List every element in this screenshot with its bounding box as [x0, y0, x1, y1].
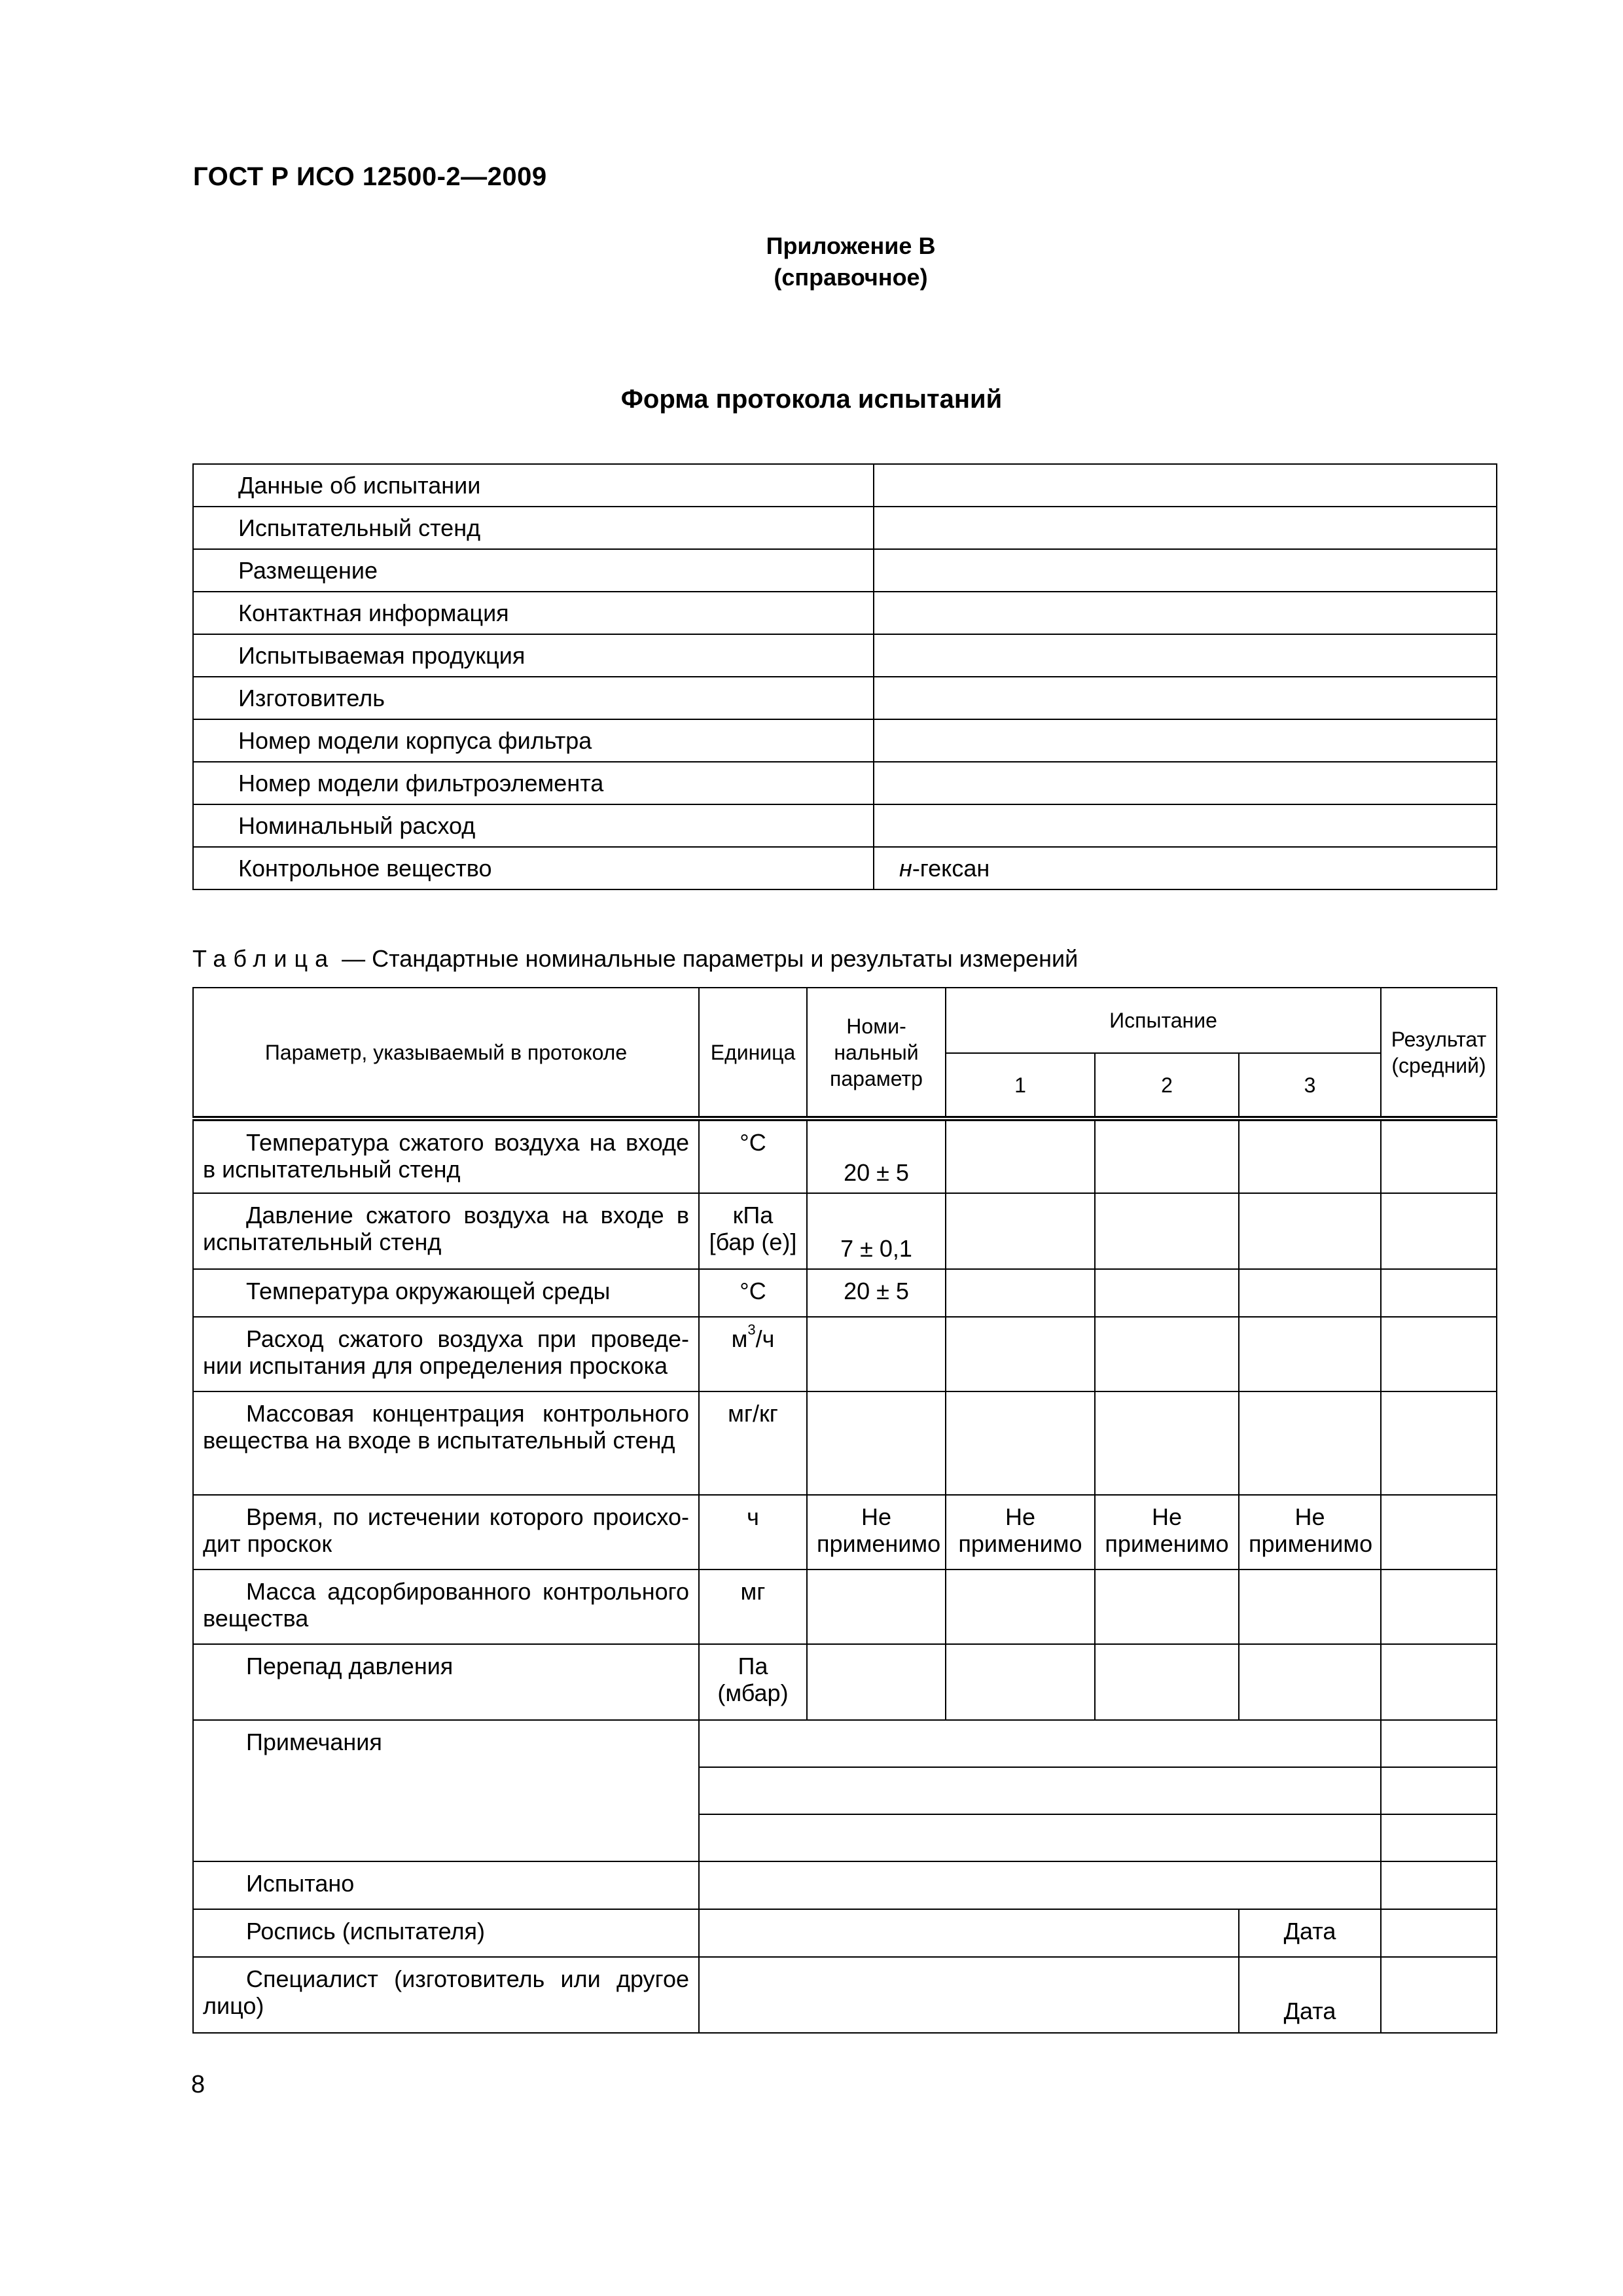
unit-cell: °С [699, 1269, 807, 1317]
appendix-type: (справочное) [774, 264, 928, 291]
signature-text: Роспись (испытателя) [246, 1918, 485, 1945]
header-result-line: Результат [1391, 1027, 1487, 1051]
test-1-cell[interactable] [946, 1570, 1095, 1644]
result-cell[interactable] [1381, 1317, 1497, 1391]
table-row [193, 1570, 1497, 1644]
tested-row [193, 1861, 1497, 1909]
param-cell [193, 1391, 699, 1495]
test-3-cell[interactable] [1239, 1269, 1381, 1317]
appendix-heading [654, 230, 1047, 293]
test-1-cell[interactable] [946, 1317, 1095, 1391]
tested-label [193, 1861, 699, 1909]
header-test-1: 1 [946, 1053, 1095, 1119]
info-label: Номинальный расход [193, 804, 874, 847]
remarks-line[interactable] [699, 1814, 1381, 1861]
nominal-cell: 20 ± 5 [807, 1119, 946, 1193]
param-cell [193, 1495, 699, 1570]
test-3-cell[interactable] [1239, 1644, 1381, 1720]
remarks-text: Примечания [246, 1729, 382, 1755]
info-label: Изготовитель [193, 677, 874, 719]
date-value[interactable] [1381, 1957, 1497, 2033]
table-row [193, 1495, 1497, 1570]
table-row [193, 1391, 1497, 1495]
header-nominal-line: Номи- [846, 1014, 906, 1038]
unit-line: Па [738, 1653, 768, 1679]
test-3-cell[interactable] [1239, 1391, 1381, 1495]
remarks-line[interactable] [699, 1720, 1381, 1767]
remarks-result-cell[interactable] [1381, 1767, 1497, 1814]
test-2-cell[interactable] [1095, 1317, 1239, 1391]
na-line: применимо [817, 1530, 941, 1557]
test-1-cell[interactable] [946, 1644, 1095, 1720]
nominal-cell [807, 1570, 946, 1644]
param-cell [193, 1193, 699, 1269]
info-value[interactable] [874, 677, 1497, 719]
nominal-cell: 20 ± 5 [807, 1269, 946, 1317]
specialist-value[interactable] [699, 1957, 1239, 2033]
param-cell [193, 1570, 699, 1644]
test-1-cell [946, 1495, 1095, 1570]
nominal-cell: 7 ± 0,1 [807, 1193, 946, 1269]
table-caption-word: Таблица [192, 945, 336, 972]
param-text: Температура окружающей среды [246, 1278, 611, 1304]
remarks-line[interactable] [699, 1767, 1381, 1814]
remarks-row [193, 1720, 1497, 1767]
info-row [193, 762, 1497, 804]
unit-cell [699, 1317, 807, 1391]
info-row [193, 847, 1497, 889]
unit-cell: мг [699, 1570, 807, 1644]
test-3-cell[interactable] [1239, 1570, 1381, 1644]
specialist-row [193, 1957, 1497, 2033]
info-value[interactable] [874, 592, 1497, 634]
na-line: Не [861, 1503, 892, 1530]
info-value[interactable] [874, 804, 1497, 847]
info-label: Контактная информация [193, 592, 874, 634]
test-3-cell[interactable] [1239, 1119, 1381, 1193]
form-title: Форма протокола испытаний [620, 385, 1003, 414]
info-row [193, 634, 1497, 677]
info-value-italic-prefix: н [899, 854, 912, 882]
nominal-cell [807, 1317, 946, 1391]
signature-value[interactable] [699, 1909, 1239, 1957]
unit-base: м [731, 1325, 748, 1352]
test-2-cell[interactable] [1095, 1119, 1239, 1193]
result-cell[interactable] [1381, 1391, 1497, 1495]
param-text: Температура сжатого воздуха на входе в испытательный стенд [203, 1129, 689, 1183]
na-line: Не [1005, 1503, 1036, 1530]
unit-cell: мг/кг [699, 1391, 807, 1495]
test-3-cell [1239, 1495, 1381, 1570]
info-value[interactable] [874, 464, 1497, 507]
test-3-cell[interactable] [1239, 1193, 1381, 1269]
info-label: Размещение [193, 549, 874, 592]
tested-extra-cell[interactable] [1381, 1861, 1497, 1909]
tested-text: Испытано [246, 1870, 355, 1897]
unit-line: [бар (е)] [709, 1229, 797, 1255]
test-2-cell[interactable] [1095, 1391, 1239, 1495]
header-nominal [807, 988, 946, 1119]
info-value-text: -гексан [912, 854, 990, 882]
test-2-cell[interactable] [1095, 1193, 1239, 1269]
result-cell[interactable] [1381, 1644, 1497, 1720]
info-value[interactable] [874, 634, 1497, 677]
info-label: Данные об испытании [193, 464, 874, 507]
param-text: Массовая концентрация контрольного вещества на входе в испытательный стенд [203, 1400, 689, 1454]
param-text: Масса адсорбированного контрольного вещества [203, 1578, 689, 1632]
remarks-result-cell[interactable] [1381, 1720, 1497, 1767]
test-2-cell[interactable] [1095, 1570, 1239, 1644]
test-1-cell[interactable] [946, 1193, 1095, 1269]
test-2-cell [1095, 1495, 1239, 1570]
header-test-2: 2 [1095, 1053, 1239, 1119]
page-number: 8 [191, 2071, 205, 2098]
specialist-label [193, 1957, 699, 2033]
parameters-results-table [192, 987, 1497, 2034]
param-text: Время, по истечении которого происхо-дит проскок [203, 1503, 689, 1557]
test-2-cell[interactable] [1095, 1644, 1239, 1720]
param-text: Давление сжатого воздуха на входе в испытательный стенд [203, 1202, 689, 1255]
na-line: Не [1294, 1503, 1325, 1530]
test-1-cell[interactable] [946, 1119, 1095, 1193]
param-cell [193, 1317, 699, 1391]
test-2-cell[interactable] [1095, 1269, 1239, 1317]
result-cell[interactable] [1381, 1269, 1497, 1317]
test-info-table [192, 463, 1497, 890]
signature-row [193, 1909, 1497, 1957]
info-value[interactable] [874, 507, 1497, 549]
info-label: Контрольное вещество [193, 847, 874, 889]
info-row [193, 549, 1497, 592]
param-text: Расход сжатого воздуха при проведе-нии испытания для определения проскока [203, 1325, 689, 1379]
remarks-result-cell[interactable] [1381, 1814, 1497, 1861]
info-label: Испытательный стенд [193, 507, 874, 549]
document-standard-number: ГОСТ Р ИСО 12500-2—2009 [193, 162, 547, 191]
na-line: применимо [1249, 1530, 1373, 1557]
nominal-cell [807, 1391, 946, 1495]
na-line: применимо [1105, 1530, 1229, 1557]
remarks-label [193, 1720, 699, 1861]
info-row [193, 464, 1497, 507]
result-cell[interactable] [1381, 1570, 1497, 1644]
header-unit: Единица [699, 988, 807, 1119]
unit-cell [699, 1193, 807, 1269]
info-row [193, 592, 1497, 634]
date-label: Дата [1239, 1957, 1381, 2033]
test-3-cell[interactable] [1239, 1317, 1381, 1391]
signature-label [193, 1909, 699, 1957]
header-test-3: 3 [1239, 1053, 1381, 1119]
info-row [193, 804, 1497, 847]
header-nominal-line: нальный [834, 1040, 919, 1064]
unit-cell: °С [699, 1119, 807, 1193]
info-row [193, 719, 1497, 762]
unit-cell [699, 1644, 807, 1720]
header-test: Испытание [946, 988, 1381, 1053]
info-row [193, 507, 1497, 549]
info-row [193, 677, 1497, 719]
header-parameter: Параметр, указываемый в протоколе [193, 988, 699, 1119]
unit-rest: /ч [755, 1325, 775, 1352]
info-value[interactable] [874, 719, 1497, 762]
specialist-text: Специалист (изготовитель или другое лицо) [203, 1965, 689, 2019]
param-text: Перепад давления [246, 1653, 454, 1679]
test-1-cell[interactable] [946, 1391, 1095, 1495]
nominal-cell [807, 1495, 946, 1570]
param-cell [193, 1644, 699, 1720]
unit-line: кПа [732, 1202, 774, 1229]
result-cell[interactable] [1381, 1119, 1497, 1193]
info-label: Номер модели фильтроэлемента [193, 762, 874, 804]
header-result [1381, 988, 1497, 1119]
table-row [193, 1119, 1497, 1193]
result-cell[interactable] [1381, 1495, 1497, 1570]
info-label: Испытываемая продукция [193, 634, 874, 677]
na-line: Не [1151, 1503, 1183, 1530]
result-cell[interactable] [1381, 1193, 1497, 1269]
table-caption-text: — Стандартные номинальные параметры и результаты измерений [342, 945, 1079, 972]
unit-superscript: 3 [747, 1321, 756, 1338]
info-label: Номер модели корпуса фильтра [193, 719, 874, 762]
table-row [193, 1193, 1497, 1269]
info-value[interactable] [874, 847, 1497, 889]
info-value[interactable] [874, 762, 1497, 804]
param-cell [193, 1269, 699, 1317]
header-result-line: (средний) [1391, 1053, 1486, 1077]
nominal-cell [807, 1644, 946, 1720]
unit-cell: ч [699, 1495, 807, 1570]
table-row [193, 1317, 1497, 1391]
tested-value[interactable] [699, 1861, 1381, 1909]
na-line: применимо [958, 1530, 1082, 1557]
info-value[interactable] [874, 549, 1497, 592]
table-header-row [193, 988, 1497, 1053]
param-cell [193, 1119, 699, 1193]
table-caption [192, 945, 1078, 973]
test-1-cell[interactable] [946, 1269, 1095, 1317]
date-value[interactable] [1381, 1909, 1497, 1957]
header-nominal-line: параметр [830, 1066, 923, 1090]
appendix-title: Приложение В [766, 232, 936, 259]
date-label: Дата [1239, 1909, 1381, 1957]
unit-line: (мбар) [717, 1679, 789, 1706]
table-row [193, 1644, 1497, 1720]
table-row [193, 1269, 1497, 1317]
